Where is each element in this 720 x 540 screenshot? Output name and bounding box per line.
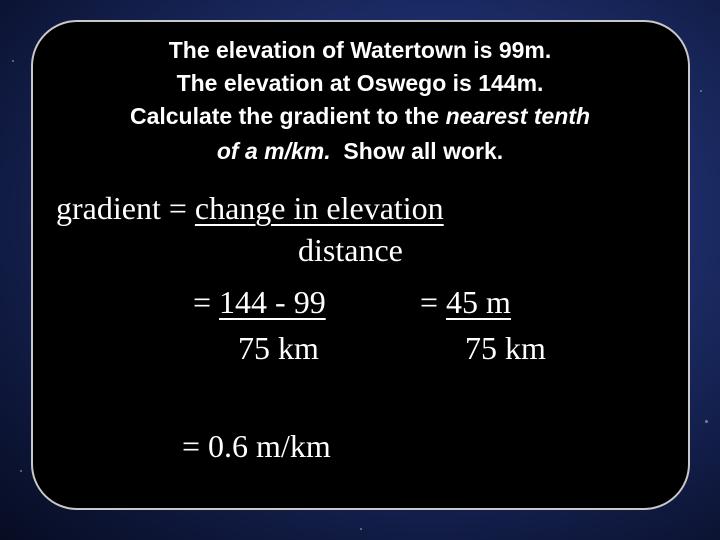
final-answer: = 0.6 m/km (182, 428, 331, 464)
step2-numerator: 45 m (446, 284, 511, 320)
question-line-3-text: Calculate the gradient to the (129, 103, 446, 129)
question-line-1: The elevation of Watertown is 99m. (168, 37, 552, 63)
question-line-4 (0, 137, 720, 165)
gradient-formula (56, 190, 444, 226)
step1-numerator: 144 - 99 (219, 284, 326, 320)
formula-denominator: distance (298, 232, 403, 268)
question-emphasis-unit: of a m/km. (216, 138, 331, 164)
question-emphasis-nearest-tenth: nearest tenth (445, 103, 591, 129)
simplified-step (420, 284, 511, 320)
question-line-4-text: Show all work. (330, 138, 504, 164)
question-line-2: The elevation at Oswego is 144m. (176, 70, 544, 96)
question-line-3 (0, 102, 720, 130)
step2-prefix: = (420, 284, 447, 320)
substitution-step (193, 284, 326, 320)
step2-denominator: 75 km (465, 330, 546, 366)
formula-numerator: change in elevation (194, 190, 444, 226)
step1-denominator: 75 km (238, 330, 319, 366)
formula-prefix: gradient = (56, 190, 195, 226)
step1-prefix: = (193, 284, 220, 320)
